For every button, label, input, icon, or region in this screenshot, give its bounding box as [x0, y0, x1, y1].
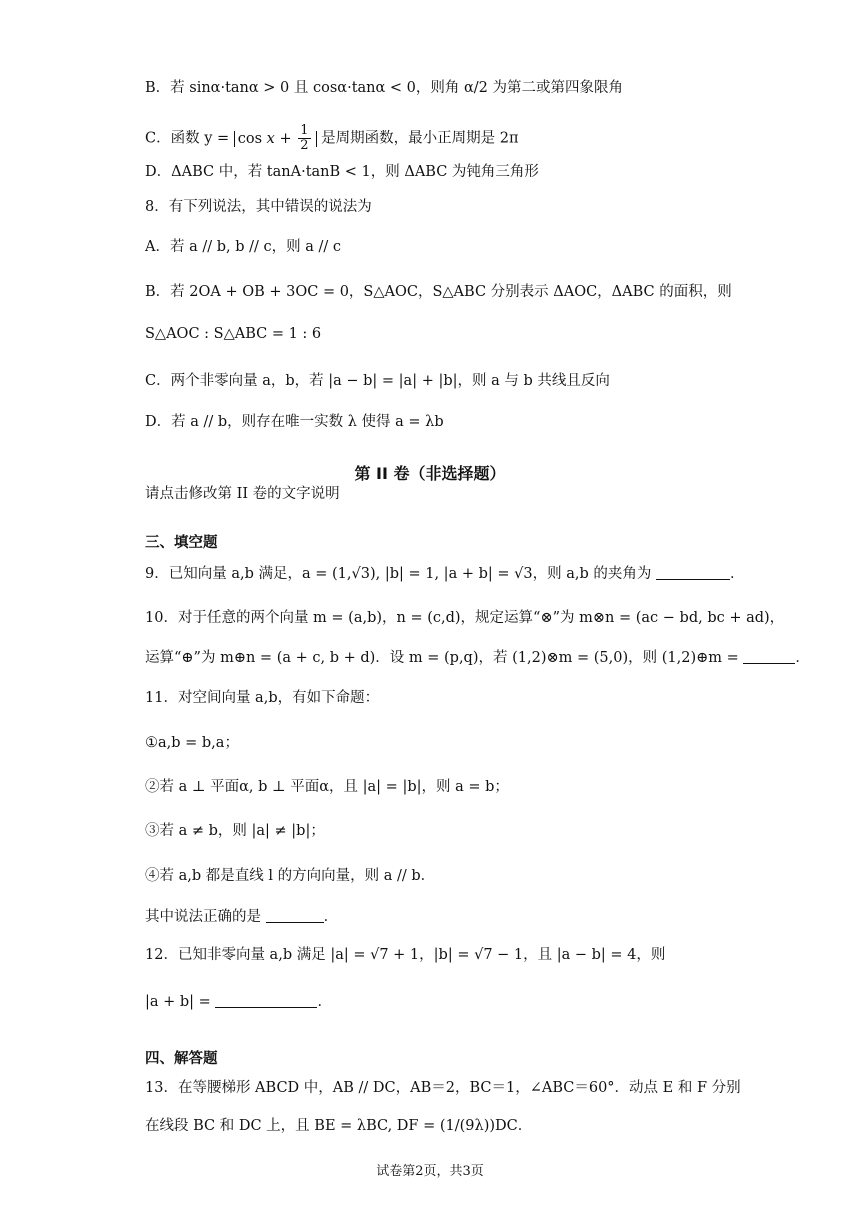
q8-stem: 8．有下列说法，其中错误的说法为: [145, 199, 372, 215]
heading-fill-in: 三、填空题: [145, 535, 218, 551]
q11-answer-blank: [266, 908, 324, 923]
q7-option-c-prefix: C．函数 y =: [145, 130, 230, 147]
q9: 9．已知向量 a,b 满足，a = (1,√3), |b| = 1, |a + b| = √3，则 a,b 的夹角为 ．: [145, 566, 745, 582]
q9-answer-blank: [656, 565, 730, 580]
q13-line-2: 在线段 BC 和 DC 上，且 BE = λBC, DF = (1/(9λ))DC．: [145, 1118, 533, 1134]
q13-line-1: 13．在等腰梯形 ABCD 中，AB // DC，AB＝2，BC＝1，∠ABC＝60°．动点 E 和 F 分别: [145, 1080, 741, 1096]
q7-option-c-suffix: 是周期函数，最小正周期是 2π: [321, 130, 519, 147]
q8-option-a: A．若 a // b, b // c，则 a // c: [145, 239, 341, 255]
q10-line-1: 10．对于任意的两个向量 m = (a,b)，n = (c,d)，规定运算“⊗”为 m⊗n = (ac − bd, bc + ad)，: [145, 610, 785, 626]
section-note: 请点击修改第 II 卷的文字说明: [145, 486, 340, 502]
q7-abs-expr: cos x + $\frac{1}{2}$: [234, 131, 317, 147]
q7-option-c: [145, 124, 519, 153]
q11-proposition-4: ④若 a,b 都是直线 l 的方向向量，则 a // b．: [145, 868, 436, 884]
q10-answer-blank: [743, 649, 795, 664]
q10-text: 运算“⊕”为 m⊕n = (a + c, b + d)．设 m = (p,q)，若 (1,2)⊗m = (5,0)，则 (1,2)⊕m =: [145, 650, 739, 666]
q8-option-d: D．若 a // b，则存在唯一实数 λ 使得 a = λb: [145, 414, 444, 430]
q7-option-b: B．若 sinα·tanα > 0 且 cosα·tanα < 0，则角 α/2 为第二或第四象限角: [145, 80, 624, 96]
section-title: 第 II 卷（非选择题）: [354, 464, 506, 483]
q10-line-2: 运算“⊕”为 m⊕n = (a + c, b + d)．设 m = (p,q)，若 (1,2)⊗m = (5,0)，则 (1,2)⊕m = ．: [145, 650, 810, 666]
q8-option-b-ratio: S△AOC : S△ABC = 1 : 6: [145, 326, 322, 342]
page-footer: 试卷第2页，共3页: [376, 1164, 484, 1179]
q7-option-d: D．ΔABC 中，若 tanA·tanB < 1，则 ΔABC 为钝角三角形: [145, 164, 539, 180]
q12-line-1: 12．已知非零向量 a,b 满足 |a| = √7 + 1，|b| = √7 − 1，且 |a − b| = 4，则: [145, 947, 666, 963]
q11-proposition-2: ②若 a ⊥ 平面α, b ⊥ 平面α，且 |a| = |b|，则 a = b；: [145, 779, 509, 795]
q11-ask-text: 其中说法正确的是: [145, 909, 261, 925]
q11-stem: 11．对空间向量 a,b，有如下命题：: [145, 690, 380, 706]
q12-line-2: |a + b| = ．: [145, 994, 332, 1010]
q8-option-c: C．两个非零向量 a，b，若 |a − b| = |a| + |b|，则 a 与 b 共线且反向: [145, 373, 610, 389]
q11-proposition-3: ③若 a ≠ b，则 |a| ≠ |b|；: [145, 823, 325, 839]
q12-text: |a + b| =: [145, 994, 211, 1010]
q12-answer-blank: [215, 993, 317, 1008]
heading-solve: 四、解答题: [145, 1051, 218, 1067]
q9-text: 9．已知向量 a,b 满足，a = (1,√3), |b| = 1, |a + b| = √3，则 a,b 的夹角为: [145, 566, 652, 582]
q11-ask: 其中说法正确的是 ．: [145, 909, 339, 925]
q11-proposition-1: ①a,b = b,a；: [145, 735, 239, 751]
q8-option-b: B．若 2OA + OB + 3OC = 0，S△AOC，S△ABC 分别表示 ΔAOC，ΔABC 的面积，则: [145, 284, 732, 300]
